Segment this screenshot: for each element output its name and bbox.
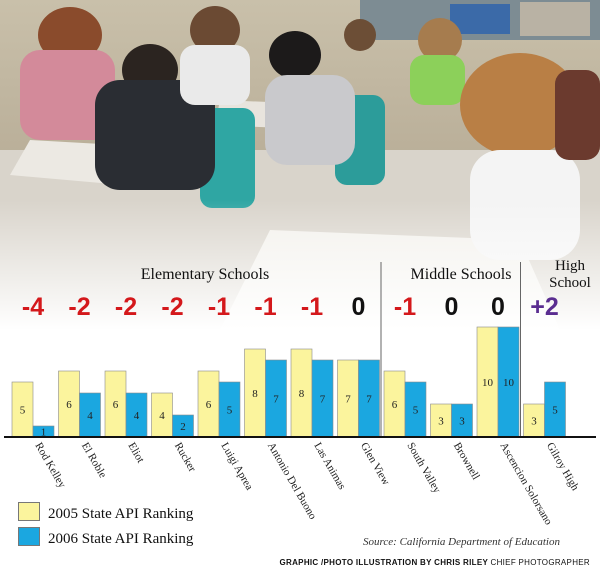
photo-credit bbox=[280, 558, 591, 567]
bar-label-ascencion-solorsano-2005: 10 bbox=[482, 377, 493, 389]
bar-label-eliot-2006: 4 bbox=[133, 410, 140, 422]
bar-label-gilroy-high-2005: 3 bbox=[531, 415, 537, 428]
bar-label-antonio-del-buono-2006: 7 bbox=[273, 393, 279, 406]
bar-label-glen-view-2006: 7 bbox=[366, 393, 372, 406]
change-value-luigi-aprea: -1 bbox=[207, 293, 231, 321]
change-value-rod-kelley: -4 bbox=[21, 293, 45, 321]
x-tick-label-gilroy-high: Gilroy High bbox=[543, 440, 582, 493]
source-note: Source: California Department of Education bbox=[363, 536, 560, 548]
x-tick-label-rod-kelley: Rod Kelley bbox=[32, 440, 69, 491]
change-value-rucker: -2 bbox=[161, 293, 184, 321]
bar-label-ascencion-solorsano-2006: 10 bbox=[503, 377, 514, 389]
change-value-ascencion-solorsano: 0 bbox=[491, 293, 505, 321]
x-tick-label-las-animas: Las Animas bbox=[311, 440, 348, 492]
bar-label-rucker-2005: 4 bbox=[159, 410, 165, 422]
bar-label-gilroy-high-2006: 5 bbox=[552, 404, 558, 417]
x-tick-label-south-valley: South Valley bbox=[404, 440, 443, 496]
bar-label-el-roble-2005: 6 bbox=[66, 399, 72, 411]
change-value-brownell: 0 bbox=[444, 293, 459, 321]
change-value-south-valley: -1 bbox=[393, 293, 417, 321]
bar-label-south-valley-2006: 5 bbox=[412, 404, 419, 417]
change-value-las-animas: -1 bbox=[300, 293, 324, 321]
bar-label-el-roble-2006: 4 bbox=[87, 410, 93, 422]
bar-label-rucker-2006: 2 bbox=[180, 421, 186, 433]
x-tick-label-luigi-aprea: Luigi Aprea bbox=[218, 440, 256, 493]
change-value-antonio-del-buono: -1 bbox=[254, 293, 277, 321]
x-tick-label-el-roble: El Roble bbox=[78, 440, 109, 481]
x-tick-label-ascencion-solorsano: Ascencion Solorsano bbox=[497, 440, 555, 528]
bar-label-antonio-del-buono-2005: 8 bbox=[252, 388, 258, 400]
bar-label-south-valley-2005: 6 bbox=[391, 399, 398, 411]
change-value-eliot: -2 bbox=[114, 293, 138, 321]
bar-label-brownell-2005: 3 bbox=[438, 415, 444, 428]
x-tick-label-glen-view: Glen View bbox=[357, 440, 392, 488]
legend-swatch-2005 bbox=[18, 502, 40, 521]
group-title-high: High School bbox=[549, 258, 591, 291]
x-tick-label-eliot: Eliot bbox=[125, 440, 147, 466]
bar-label-luigi-aprea-2006: 5 bbox=[226, 404, 233, 417]
bar-label-las-animas-2005: 8 bbox=[298, 388, 305, 400]
credit-main: GRAPHIC /PHOTO ILLUSTRATION BY CHRIS RILEY bbox=[279, 558, 488, 567]
change-value-el-roble: -2 bbox=[68, 293, 91, 321]
group-title-elementary: Elementary Schools bbox=[140, 266, 270, 283]
x-tick-label-rucker: Rucker bbox=[171, 440, 199, 475]
bar-label-las-animas-2006: 7 bbox=[319, 393, 326, 406]
legend-item-2005 bbox=[18, 502, 193, 523]
legend-label-2006: 2006 State API Ranking bbox=[48, 531, 194, 547]
x-tick-label-brownell: Brownell bbox=[450, 440, 482, 482]
x-tick-label-antonio-del-buono: Antonio Del Buono bbox=[264, 440, 319, 522]
bar-label-luigi-aprea-2005: 6 bbox=[205, 399, 212, 411]
group-title-middle: Middle Schools bbox=[410, 266, 512, 283]
bar-label-eliot-2005: 6 bbox=[112, 399, 119, 411]
change-value-gilroy-high: +2 bbox=[530, 293, 559, 321]
legend-item-2006 bbox=[18, 527, 193, 548]
credit-role: CHIEF PHOTOGRAPHER bbox=[490, 558, 590, 567]
change-value-glen-view: 0 bbox=[351, 293, 366, 321]
legend-swatch-2006 bbox=[18, 527, 40, 546]
bar-label-rod-kelley-2005: 5 bbox=[19, 404, 26, 417]
legend-label-2005: 2005 State API Ranking bbox=[48, 506, 194, 522]
bar-label-brownell-2006: 3 bbox=[459, 415, 465, 428]
bar-label-glen-view-2005: 7 bbox=[345, 393, 351, 406]
bar-label-rod-kelley-2006: 1 bbox=[40, 426, 47, 439]
